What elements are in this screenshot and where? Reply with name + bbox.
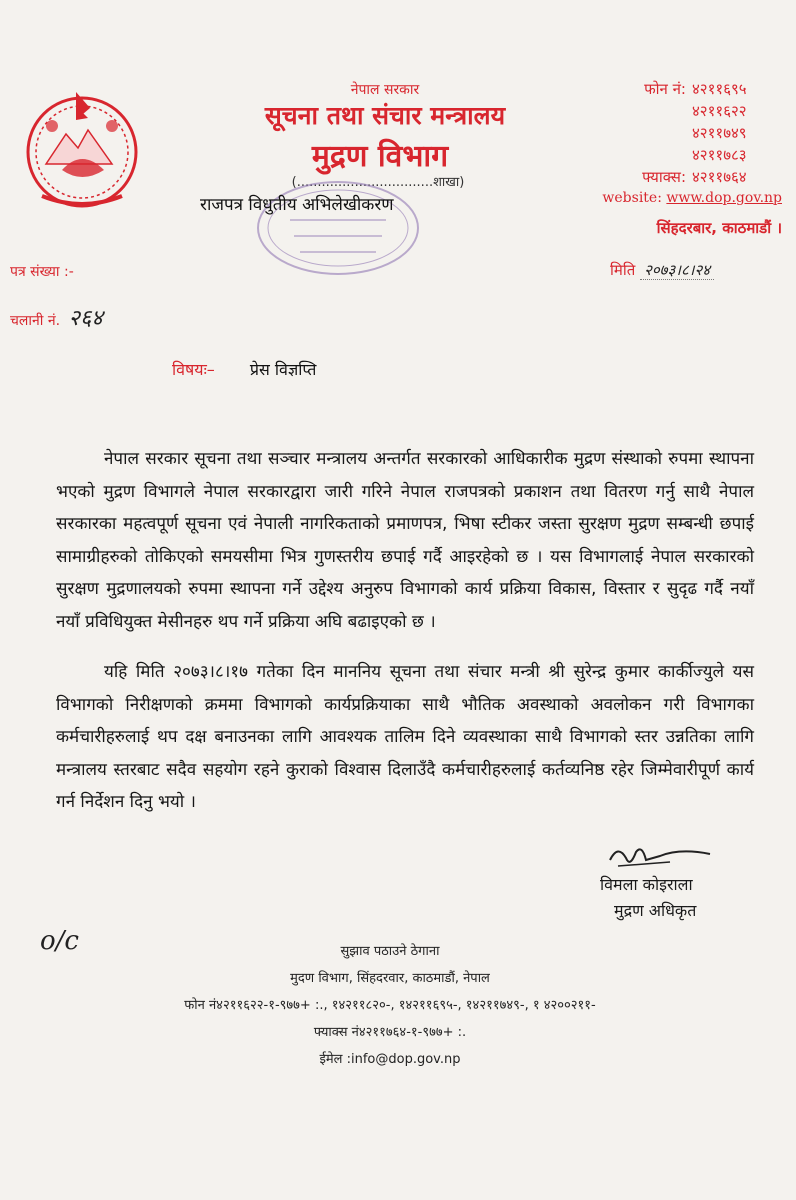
body-paragraph: यहि मिति २०७३।८।१७ गतेका दिन माननिय सूचना तथा संचार मन्त्री श्री सुरेन्द्र कुमार कार्कीज्युले यस विभागको निरीक्षणको क्रममा विभागको कार्यप्रक्रियाका साथै भौतिक अवस्थाको अवलोकन गरी विभागका कर्मचारीहरुलाई थप दक्ष बनाउनका लागि आवश्यक तालिम दिने व्यवस्थाका साथै विभागको स्तर उन्नतिका लागि मन्त्रालय स्तरबाट सदैव सहयोग रहने कुराको विश्वास दिलाउँदै कर्मचारीहरुलाई कर्तव्यनिष्ठ रहेर जिम्मेवारीपूर्ण कार्य गर्न निर्देशन दिनु भयो । xyxy=(56,662,754,812)
ministry-name: सूचना तथा संचार मन्त्रालय xyxy=(264,101,506,130)
footer-address: मुदण विभाग, सिंहदरवार, काठमाडौं, नेपाल xyxy=(290,971,490,986)
phone-block xyxy=(560,78,782,188)
dispatch-number: २६४ xyxy=(68,306,103,331)
signer-title: मुद्रण अधिकृत xyxy=(614,901,697,920)
body-paragraph: नेपाल सरकार सूचना तथा सञ्चार मन्त्रालय अन्तर्गत सरकारको आधिकारीक मुद्रण संस्थाको रुपमा स्थापना भएको मुद्रण विभागले नेपाल सरकारद्वारा जारी गरिने नेपाल राजपत्रको प्रकाशन तथा वितरण गर्नु साथै नेपाल सरकारका महत्वपूर्ण सूचना एवं नेपाली नागरिकताको प्रमाणपत्र, भिषा स्टीकर जस्ता सुरक्षण मुद्रण सम्बन्धी छपाई सामाग्रीहरुको तोकिएको समयसीमा भित्र गुणस्तरीय छपाई गर्दै आइरहेको छ । यस विभागलाई नेपाल सरकारको सुरक्षण मुद्रणालयको रुपमा स्थापना गर्ने उद्देश्य अनुरुप विभागको कार्य प्रक्रिया विकास, विस्तार र सुदृढ गर्दै नयाँ नयाँ प्रविधियुक्त मेसीनहरु थप गर्ने प्रक्रिया अघि बढाइएको छ । xyxy=(56,449,754,632)
fax-number: ४२११७६४ xyxy=(692,168,747,186)
phone-row xyxy=(560,78,782,100)
date-label: मिति xyxy=(610,261,636,279)
website-link[interactable]: www.dop.gov.np xyxy=(666,190,782,206)
website-label: website: xyxy=(602,190,662,206)
branch-line: (.................................शाखा) xyxy=(291,175,465,190)
phone-label: फोन नं: xyxy=(644,80,686,98)
phone-row xyxy=(560,144,782,166)
footer-block xyxy=(90,938,690,1073)
government-name: नेपाल सरकार xyxy=(350,82,420,98)
phone-number: ४२११६२२ xyxy=(692,102,747,120)
letter-number-label: पत्र संख्या :- xyxy=(10,264,74,280)
subject-text: प्रेस विज्ञप्ति xyxy=(249,360,317,379)
footer-email: ईमेल :info@dop.gov.np xyxy=(319,1052,461,1067)
dispatch-line xyxy=(10,302,103,332)
phone-row xyxy=(560,100,782,122)
address: सिंहदरबार, काठमाडौं । xyxy=(656,219,782,237)
phone-number: ४२११७४९ xyxy=(692,124,747,142)
signer-name: विमला कोइराला xyxy=(600,875,693,894)
date-line xyxy=(610,260,782,280)
department-name: मुद्रण विभाग xyxy=(311,139,449,174)
nepal-emblem-icon xyxy=(22,86,142,214)
date-value: २०७३।८।२४ xyxy=(640,261,714,280)
footer-heading: सुझाव पठाउने ठेगाना xyxy=(340,944,440,959)
phone-number: ४२११६९५ xyxy=(692,80,747,98)
subject-label: विषयः– xyxy=(172,360,215,379)
letter-body xyxy=(56,443,754,837)
signer-block xyxy=(600,872,696,924)
footer-fax: फ्याक्स नं४२११७६४-१-९७७+ :. xyxy=(313,1025,467,1040)
phone-number: ४२११७८३ xyxy=(692,146,747,164)
footer-phone: फोन नं४२११६२२-१-९७७+ :., १४२११८२०-, १४२११६९५-, १४२११७४९-, १ ४२००२११- xyxy=(184,998,596,1013)
website-line xyxy=(520,190,782,206)
oc-mark: o/c xyxy=(40,926,79,956)
fax-label: फ्याक्स: xyxy=(642,168,686,186)
section-name: राजपत्र विधुतीय अभिलेखीकरण xyxy=(200,195,394,215)
subject-line xyxy=(172,358,316,380)
dispatch-label: चलानी नं. xyxy=(10,313,61,329)
fax-row xyxy=(560,166,782,188)
phone-row xyxy=(560,122,782,144)
